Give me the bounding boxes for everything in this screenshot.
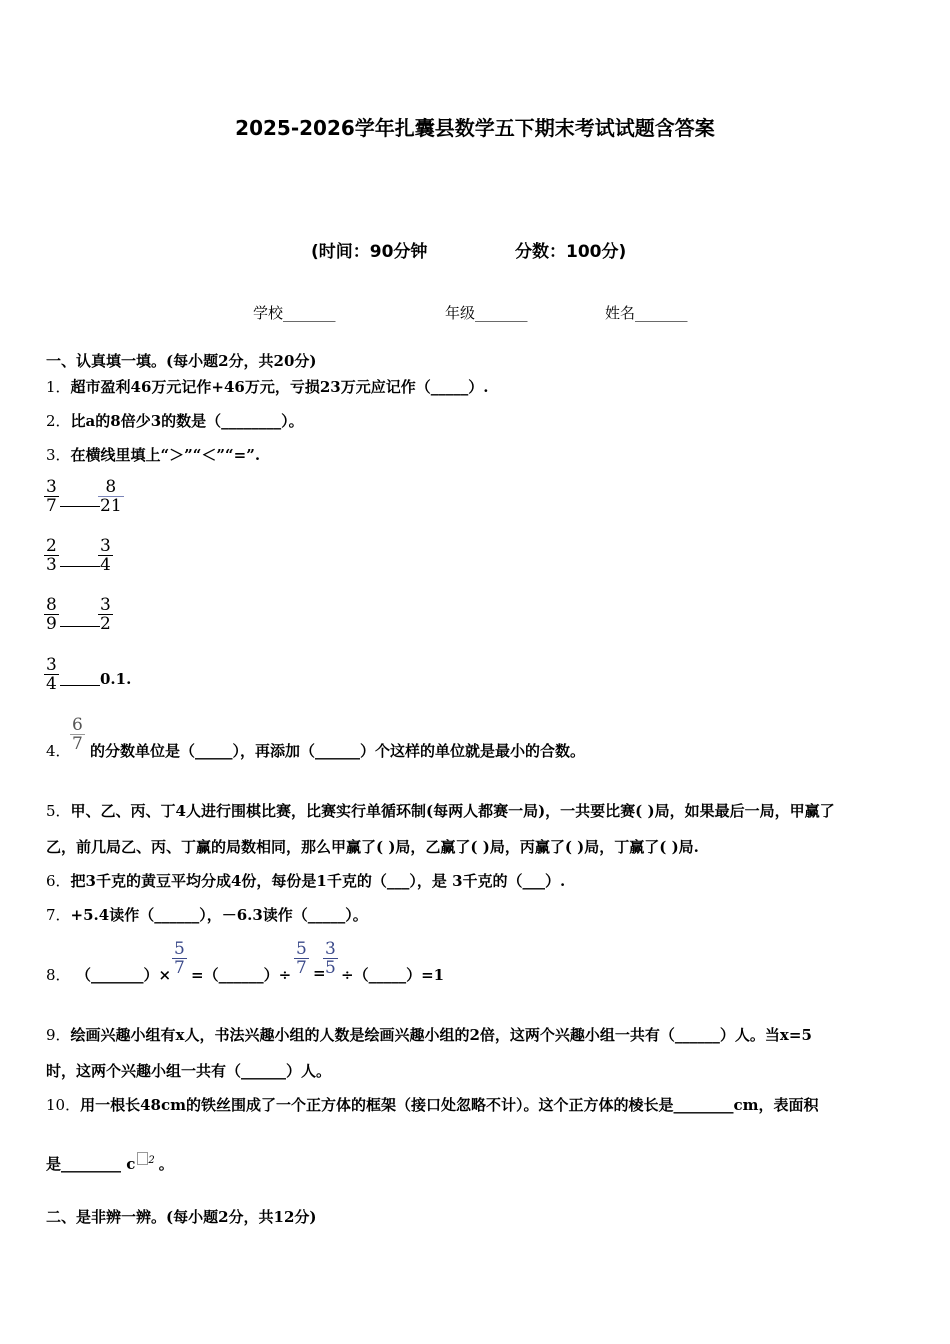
name-field: 姓名_______ bbox=[605, 304, 688, 322]
question-10 bbox=[46, 1094, 818, 1115]
fraction-left: $\frac{3}{4}$ bbox=[46, 655, 57, 694]
question-number: 10． bbox=[46, 1096, 81, 1114]
fraction-five-sevenths: $\frac{5}{7}$ bbox=[296, 939, 307, 978]
comparison-value: 0.1. bbox=[100, 670, 132, 688]
fraction-left: $\frac{2}{3}$ bbox=[46, 536, 57, 575]
exam-score: 分数：100分) bbox=[515, 242, 627, 262]
fraction-three-fifths: $\frac{3}{5}$ bbox=[325, 939, 336, 978]
school-field: 学校_______ bbox=[253, 304, 336, 322]
question-5 bbox=[46, 800, 835, 821]
section-1-heading: 一、认真填一填。(每小题2分，共20分) bbox=[46, 352, 317, 370]
answer-blank bbox=[60, 566, 100, 567]
question-number: 5． bbox=[46, 802, 71, 820]
question-text: +5.4读作（______），－6.3读作（_____）。 bbox=[70, 906, 368, 924]
question-number: 8． bbox=[46, 966, 71, 984]
answer-blank bbox=[60, 685, 100, 686]
question-number: 9． bbox=[46, 1026, 71, 1044]
fraction-left: $\frac{8}{9}$ bbox=[46, 595, 57, 634]
question-text-line-1: 甲、乙、丙、丁4人进行围棋比赛，比赛实行单循环制(每两人都赛一局)，一共要比赛( )局，如果最后一局，甲赢了 bbox=[70, 802, 835, 820]
question-3 bbox=[46, 444, 260, 465]
question-9 bbox=[46, 1024, 812, 1045]
fraction-right: $\frac{3}{4}$ bbox=[100, 536, 111, 575]
fraction-right: $\frac{3}{2}$ bbox=[100, 595, 111, 634]
question-4 bbox=[46, 740, 71, 761]
fraction-left: $\frac{3}{7}$ bbox=[46, 477, 57, 516]
question-6 bbox=[46, 870, 565, 891]
section-2-heading: 二、是非辨一辨。(每小题2分，共12分) bbox=[46, 1208, 317, 1226]
fraction-five-sevenths: $\frac{5}{7}$ bbox=[174, 939, 185, 978]
exam-time: (时间：90分钟 bbox=[311, 242, 428, 262]
question-number: 3． bbox=[46, 446, 71, 464]
question-number: 4． bbox=[46, 742, 71, 760]
question-1 bbox=[46, 376, 488, 397]
question-text: 在横线里填上“＞”“＜”“=”. bbox=[70, 446, 261, 464]
question-number: 6． bbox=[46, 872, 71, 890]
question-7 bbox=[46, 904, 368, 925]
question-text: 的分数单位是（_____），再添加（______）个这样的单位就是最小的合数。 bbox=[90, 742, 586, 760]
question-number: 1． bbox=[46, 378, 71, 396]
question-number: 2． bbox=[46, 412, 71, 430]
question-text-line-2: 乙，前几局乙、丙、丁赢的局数相同，那么甲赢了( )局，乙赢了( )局，丙赢了( )局，丁赢了( )局. bbox=[46, 838, 699, 856]
fraction-right: $\frac{8}{21}$ bbox=[100, 477, 122, 516]
question-text-line-1: 用一根长48cm的铁丝围成了一个正方体的框架（接口处忽略不计）。这个正方体的棱长是________cm，表面积 bbox=[80, 1096, 819, 1114]
missing-glyph-box bbox=[137, 1152, 148, 1165]
fraction-six-sevenths: $\frac{6}{7}$ bbox=[72, 715, 83, 754]
expression-part-1: （_______）× bbox=[76, 966, 172, 984]
question-number: 7． bbox=[46, 906, 71, 924]
grade-field: 年级_______ bbox=[445, 304, 528, 322]
question-2 bbox=[46, 410, 304, 431]
expression-part-2: =（______）÷ bbox=[191, 966, 292, 984]
expression-part-4: ÷（_____）=1 bbox=[341, 966, 445, 984]
question-text: 把3千克的黄豆平均分成4份，每份是1千克的（___），是 3千克的（___）. bbox=[70, 872, 566, 890]
question-text: 超市盈利46万元记作+46万元，亏损23万元应记作（_____）. bbox=[70, 378, 489, 396]
question-text-line-2: 时，这两个兴趣小组一共有（______）人。 bbox=[46, 1062, 332, 1080]
answer-blank bbox=[60, 626, 100, 627]
page-title: 2025-2026学年扎囊县数学五下期末考试试题含答案 bbox=[235, 116, 715, 140]
question-text-line-1: 绘画兴趣小组有x人，书法兴趣小组的人数是绘画兴趣小组的2倍，这两个兴趣小组一共有（______）人。当x=5 bbox=[70, 1026, 812, 1044]
answer-blank bbox=[60, 506, 100, 507]
question-8 bbox=[46, 964, 71, 985]
expression-equals: = bbox=[313, 964, 326, 982]
question-text: 比a的8倍少3的数是（________）。 bbox=[70, 412, 304, 430]
question-text-line-2: 是________ c $^2$ 。 bbox=[46, 1152, 174, 1174]
superscript: 2 bbox=[148, 1155, 155, 1166]
